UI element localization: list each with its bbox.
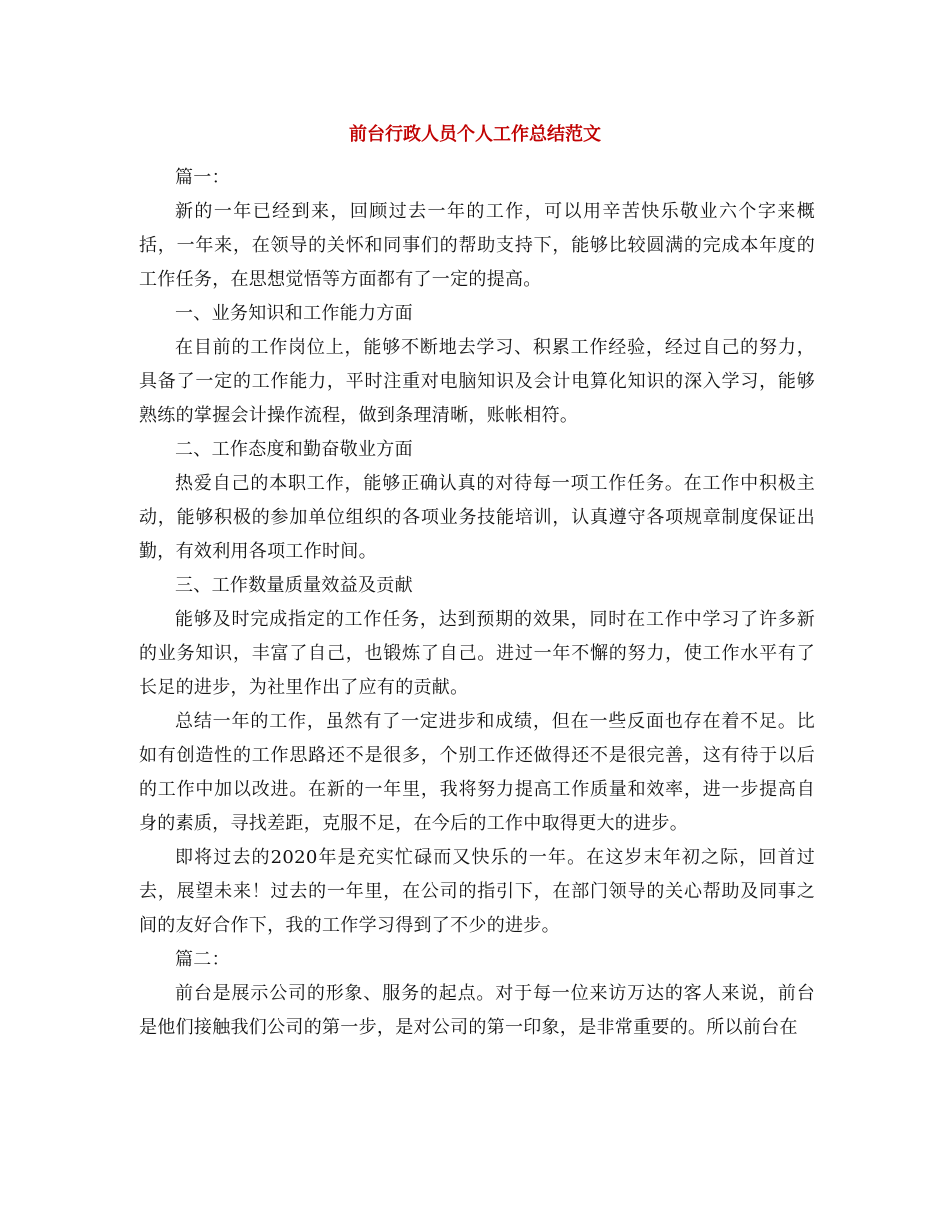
body-paragraph: 即将过去的2020年是充实忙碌而又快乐的一年。在这岁末年初之际，回首过去，展望未来！过去的一年里，在公司的指引下，在部门领导的关心帮助及同事之间的友好合作下，我的工作学习得到了不少的进步。 bbox=[139, 847, 815, 936]
section-heading: 三、工作数量质量效益及贡献 bbox=[175, 575, 413, 596]
section-heading-part-one: 篇一： bbox=[175, 167, 230, 188]
body-paragraph: 热爱自己的本职工作，能够正确认真的对待每一项工作任务。在工作中积极主动，能够积极的参加单位组织的各项业务技能培训，认真遵守各项规章制度保证出勤，有效利用各项工作时间。 bbox=[139, 473, 815, 562]
body-paragraph: 前台是展示公司的形象、服务的起点。对于每一位来访万达的客人来说，前台是他们接触我们公司的第一步，是对公司的第一印象，是非常重要的。所以前台在 bbox=[139, 983, 815, 1038]
document-title: 前台行政人员个人工作总结范文 bbox=[349, 124, 601, 145]
section-heading-part-two: 篇二： bbox=[175, 949, 230, 970]
document-body bbox=[139, 161, 815, 1045]
body-paragraph: 能够及时完成指定的工作任务，达到预期的效果，同时在工作中学习了许多新的业务知识，丰富了自己，也锻炼了自己。进过一年不懈的努力，使工作水平有了长足的进步，为社里作出了应有的贡献。 bbox=[139, 609, 815, 698]
body-paragraph: 总结一年的工作，虽然有了一定进步和成绩，但在一些反面也存在着不足。比如有创造性的工作思路还不是很多，个别工作还做得还不是很完善，这有待于以后的工作中加以改进。在新的一年里，我将努力提高工作质量和效率，进一步提高自身的素质，寻找差距，克服不足，在今后的工作中取得更大的进步。 bbox=[139, 711, 815, 834]
section-heading: 一、业务知识和工作能力方面 bbox=[175, 303, 413, 324]
body-paragraph: 在目前的工作岗位上，能够不断地去学习、积累工作经验，经过自己的努力，具备了一定的工作能力，平时注重对电脑知识及会计电算化知识的深入学习，能够熟练的掌握会计操作流程，做到条理清晰，账帐相符。 bbox=[139, 337, 815, 426]
body-paragraph: 新的一年已经到来，回顾过去一年的工作，可以用辛苦快乐敬业六个字来概括，一年来，在领导的关怀和同事们的帮助支持下，能够比较圆满的完成本年度的工作任务，在思想觉悟等方面都有了一定的提高。 bbox=[139, 201, 815, 290]
section-heading: 二、工作态度和勤奋敬业方面 bbox=[175, 439, 413, 460]
